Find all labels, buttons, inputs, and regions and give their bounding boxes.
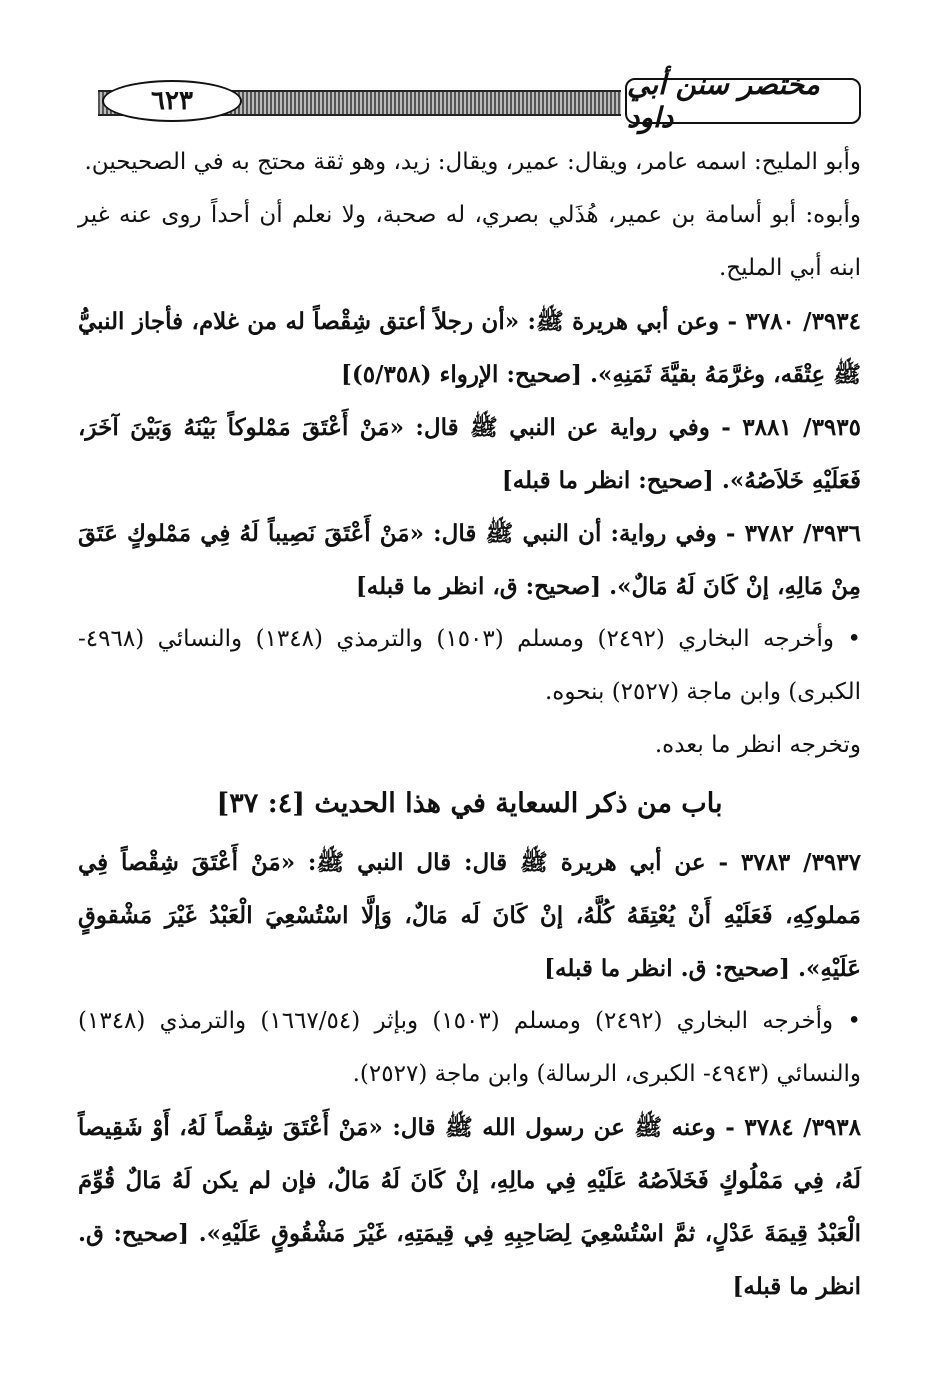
hadith-3936: ٣٩٣٦/ ٣٧٨٢ - وفي رواية: أن النبي ﷺ قال: «مَنْ أَعْتَقَ نَصِيباً لَهُ فِي مَمْلوكٍ عَتَقَ مِنْ مَالِهِ، إنْ كَانَ لَهُ مَالٌ». [صحيح: ق، انظر ما قبله] bbox=[78, 520, 861, 600]
book-title: مختصر سنن أبي داود bbox=[625, 78, 861, 124]
chapter-heading: باب من ذكر السعاية في هذا الحديث [٤: ٣٧] bbox=[216, 788, 723, 819]
hadith-3934: ٣٩٣٤/ ٣٧٨٠ - وعن أبي هريرة ﷺ: «أن رجلاً أعتق شِقْصاً له من غلام، فأجاز النبيُّ ﷺ عِتْقَه، وغرَّمَهُ بقيَّةَ ثَمَنِهِ». [صحيح: الإرواء (٥/٣٥٨)] bbox=[78, 308, 861, 388]
page-number: ٦٢٣ bbox=[102, 80, 242, 122]
paragraph-narrator-note: وأبو المليح: اسمه عامر، ويقال: عمير، ويقال: زيد، وهو ثقة محتج به في الصحيحين. bbox=[84, 149, 861, 175]
hadith-3937: ٣٩٣٧/ ٣٧٨٣ - عن أبي هريرة ﷺ قال: قال النبي ﷺ: «مَنْ أَعْتَقَ شِقْصاً فِي مَملوكِهِ، فَعَلَيْهِ أَنْ يُعْتِقَهُ كُلَّهُ، إنْ كَانَ لَه مَالٌ، وَإلَّا اسْتُسْعِيَ الْعَبْدُ غَيْرَ مَشْقوقٍ عَلَيْهِ». [صحيح: ق. انظر ما قبله] bbox=[78, 849, 861, 982]
paragraph-narrator-father: وأبوه: أبو أسامة بن عمير، هُذَلي بصري، له صحبة، ولا نعلم أن أحداً روى عنه غير ابنه أبي المليح. bbox=[78, 202, 861, 281]
hadith-3935: ٣٩٣٥/ ٣٨٨١ - وفي رواية عن النبي ﷺ قال: «مَنْ أَعْتَقَ مَمْلوكاً بَيْنَهُ وَبَيْنَ آخَرَ، فَعَلَيْهِ خَلاَصُهُ». [صحيح: انظر ما قبله] bbox=[78, 414, 861, 494]
page-header bbox=[78, 68, 861, 134]
hadith-3938: ٣٩٣٨/ ٣٧٨٤ - وعنه ﷺ عن رسول الله ﷺ قال: «مَنْ أَعْتَقَ شِقْصاً لَهُ، أَوْ شَقِيصاً لَهُ، فِي مَمْلُوكٍ فَخَلاَصُهُ عَلَيْهِ فِي مالِهِ، إنْ كَانَ لَهُ مَالٌ، فإن لم يكن لَهُ مَالٌ قُوِّمَ الْعَبْدُ قِيمَةَ عَدْلٍ، ثمَّ اسْتُسْعِيَ لِصَاحِبِهِ فِي قِيمَتِهِ، غَيْرَ مَشْقُوقٍ عَلَيْهِ». [صحيح: ق. انظر ما قبله] bbox=[78, 1114, 861, 1300]
page-body bbox=[78, 136, 861, 1313]
takhrij-note-1: • وأخرجه البخاري (٢٤٩٢) ومسلم (١٥٠٣) والترمذي (١٣٤٨) والنسائي (٤٩٦٨- الكبرى) وابن ماجة (٢٥٢٧) بنحوه. bbox=[78, 613, 861, 719]
takhrij-note-3: • وأخرجه البخاري (٢٤٩٢) ومسلم (١٥٠٣) وبإثر (١٦٦٧/٥٤) والترمذي (١٣٤٨) والنسائي (٤٩٤٣- الكبرى، الرسالة) وابن ماجة (٢٥٢٧). bbox=[78, 995, 861, 1101]
takhrij-note-2: وتخرجه انظر ما بعده. bbox=[654, 732, 861, 758]
